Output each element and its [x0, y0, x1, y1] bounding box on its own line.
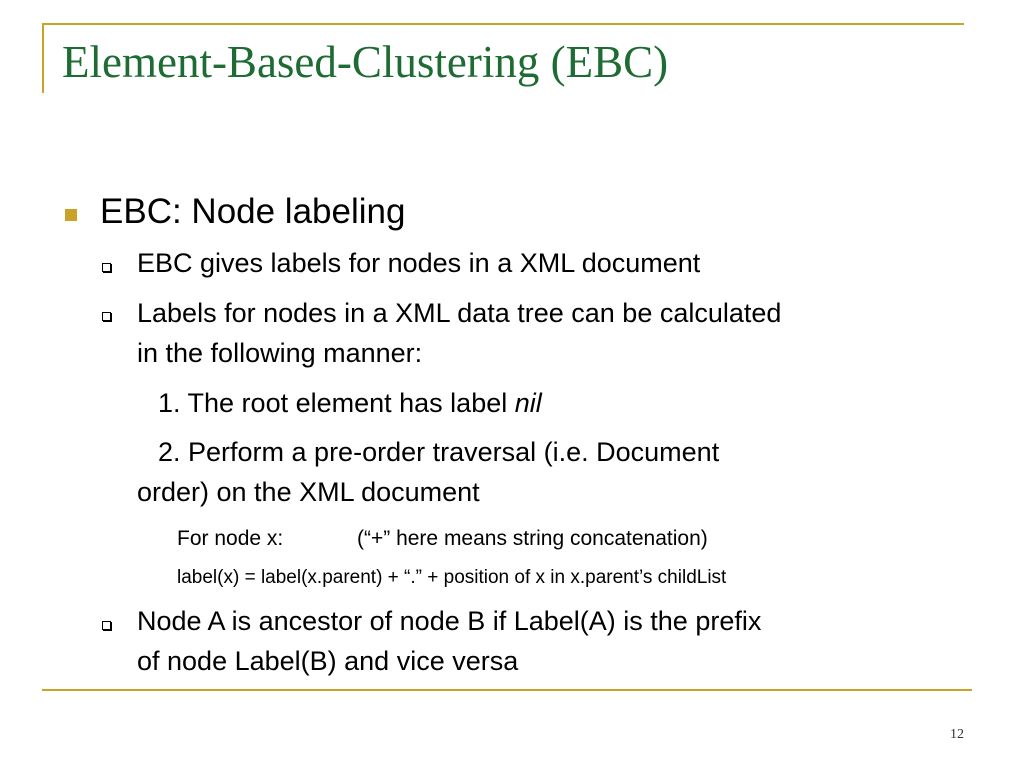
slide-title: Element-Based-Clustering (EBC) [62, 37, 669, 87]
hollow-square-bullet-icon [102, 263, 111, 272]
square-bullet-icon [65, 209, 77, 221]
hollow-square-bullet-icon [102, 312, 111, 321]
step-2-line-1: 2. Perform a pre-order traversal (i.e. Document [158, 437, 720, 467]
step-1-nil: nil [514, 388, 542, 418]
page-number: 12 [950, 727, 964, 742]
step-1-text: 1. The root element has label [158, 388, 515, 418]
hollow-square-bullet-icon [102, 621, 111, 630]
sub-bullet-3-line-2: of node Label(B) and vice versa [137, 646, 519, 676]
sub-bullet-2-line-1: Labels for nodes in a XML data tree can be calculated [137, 298, 782, 328]
sub-bullet-3-line-1: Node A is ancestor of node B if Label(A) is the prefix [137, 606, 762, 636]
label-formula: label(x) = label(x.parent) + “.” + position of x in x.parent’s childList [177, 567, 727, 588]
step-2-line-2: order) on the XML document [137, 477, 480, 507]
for-node-label: For node x: [177, 527, 284, 550]
bottom-divider [42, 689, 972, 691]
sub-bullet-1: EBC gives labels for nodes in a XML document [137, 248, 701, 278]
concat-note: (“+” here means string concatenation) [357, 527, 708, 550]
main-bullet: EBC: Node labeling [100, 192, 406, 231]
sub-bullet-2-line-2: in the following manner: [137, 338, 423, 368]
step-1 [158, 388, 542, 419]
